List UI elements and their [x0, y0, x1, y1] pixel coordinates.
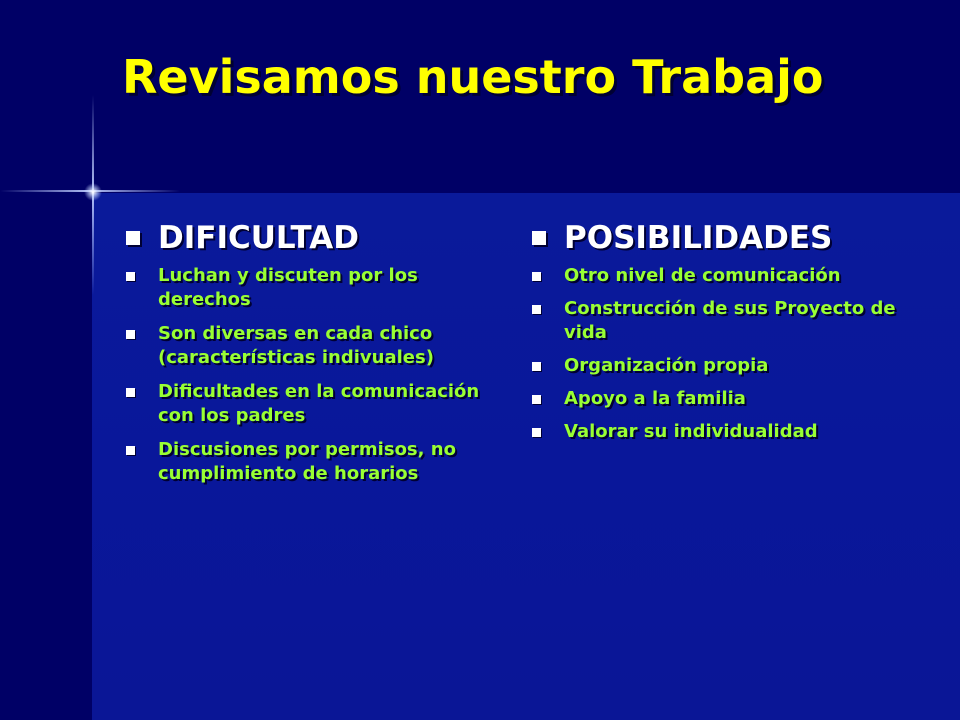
posibilidades-item	[528, 354, 928, 378]
sparkle-star-core	[84, 183, 102, 201]
dificultad-item-text: Discusiones por permisos, no cumplimiento de horarios	[158, 439, 456, 484]
dificultad-item-text: Son diversas en cada chico (características indivuales)	[158, 323, 434, 368]
square-bullet-icon	[532, 305, 541, 314]
dificultad-column	[122, 218, 492, 496]
posibilidades-item	[528, 264, 928, 288]
square-bullet-icon	[126, 330, 135, 339]
dificultad-item	[122, 264, 492, 312]
dificultad-item	[122, 380, 492, 428]
dificultad-heading-text: DIFICULTAD	[158, 220, 359, 256]
posibilidades-item	[528, 420, 928, 444]
square-bullet-icon	[126, 388, 135, 397]
square-bullet-icon	[126, 446, 135, 455]
dificultad-heading	[122, 218, 492, 258]
square-bullet-icon	[532, 428, 541, 437]
posibilidades-item-text: Apoyo a la familia	[564, 388, 746, 409]
posibilidades-heading	[528, 218, 928, 258]
posibilidades-item-text: Organización propia	[564, 355, 769, 376]
dificultad-item-text: Luchan y discuten por los derechos	[158, 265, 418, 310]
posibilidades-item-text: Valorar su individualidad	[564, 421, 818, 442]
square-bullet-icon	[532, 272, 541, 281]
square-bullet-icon	[126, 231, 140, 245]
posibilidades-column	[528, 218, 928, 453]
slide-title: Revisamos nuestro Trabajo	[122, 50, 824, 104]
posibilidades-item-text: Otro nivel de comunicación	[564, 265, 841, 286]
dificultad-item-text: Dificultades en la comunicación con los padres	[158, 381, 480, 426]
square-bullet-icon	[126, 272, 135, 281]
square-bullet-icon	[532, 362, 541, 371]
dificultad-item	[122, 438, 492, 486]
posibilidades-item	[528, 297, 928, 345]
square-bullet-icon	[532, 231, 546, 245]
posibilidades-item	[528, 387, 928, 411]
slide-left-band	[0, 193, 92, 720]
dificultad-item	[122, 322, 492, 370]
posibilidades-item-text: Construcción de sus Proyecto de vida	[564, 298, 896, 343]
square-bullet-icon	[532, 395, 541, 404]
posibilidades-heading-text: POSIBILIDADES	[564, 220, 833, 256]
